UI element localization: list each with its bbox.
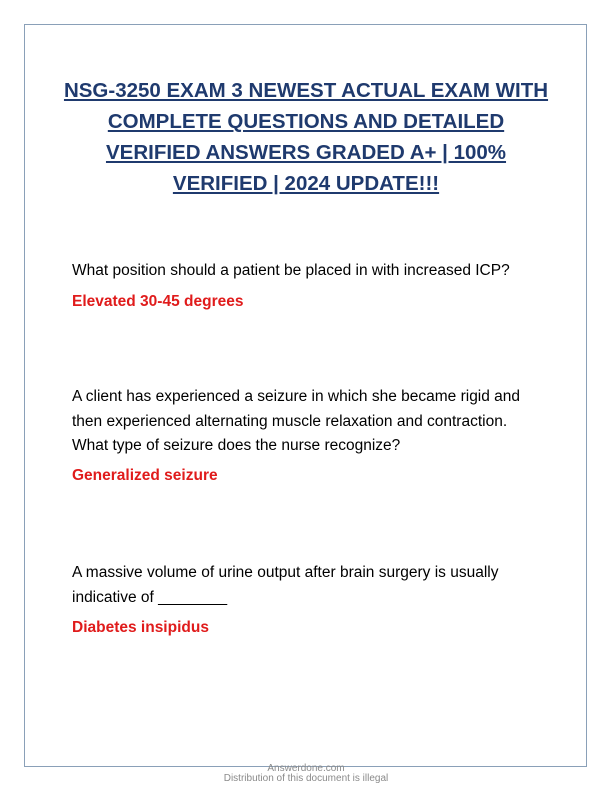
question-2: A client has experienced a seizure in which she became rigid and then experienced alternating muscle relaxation and contraction. What type of seizure does the nurse recognize? bbox=[72, 388, 521, 454]
question-3: A massive volume of urine output after brain surgery is usually indicative of ________ bbox=[72, 564, 499, 606]
footer-notice: Distribution of this document is illegal bbox=[223, 773, 389, 784]
answer-1: Elevated 30-45 degrees bbox=[72, 293, 244, 310]
answer-2: Generalized seizure bbox=[72, 467, 218, 484]
footer-site: Answerdone.com bbox=[267, 763, 345, 774]
answer-3: Diabetes insipidus bbox=[72, 619, 209, 636]
document-title: NSG-3250 EXAM 3 NEWEST ACTUAL EXAM WITH COMPLETE QUESTIONS AND DETAILED VERIFIED ANSWERS GRADED A+ | 100% VERIFIED | 2024 UPDATE!!! bbox=[63, 79, 549, 195]
question-1: What position should a patient be placed in with increased ICP? bbox=[72, 262, 510, 279]
